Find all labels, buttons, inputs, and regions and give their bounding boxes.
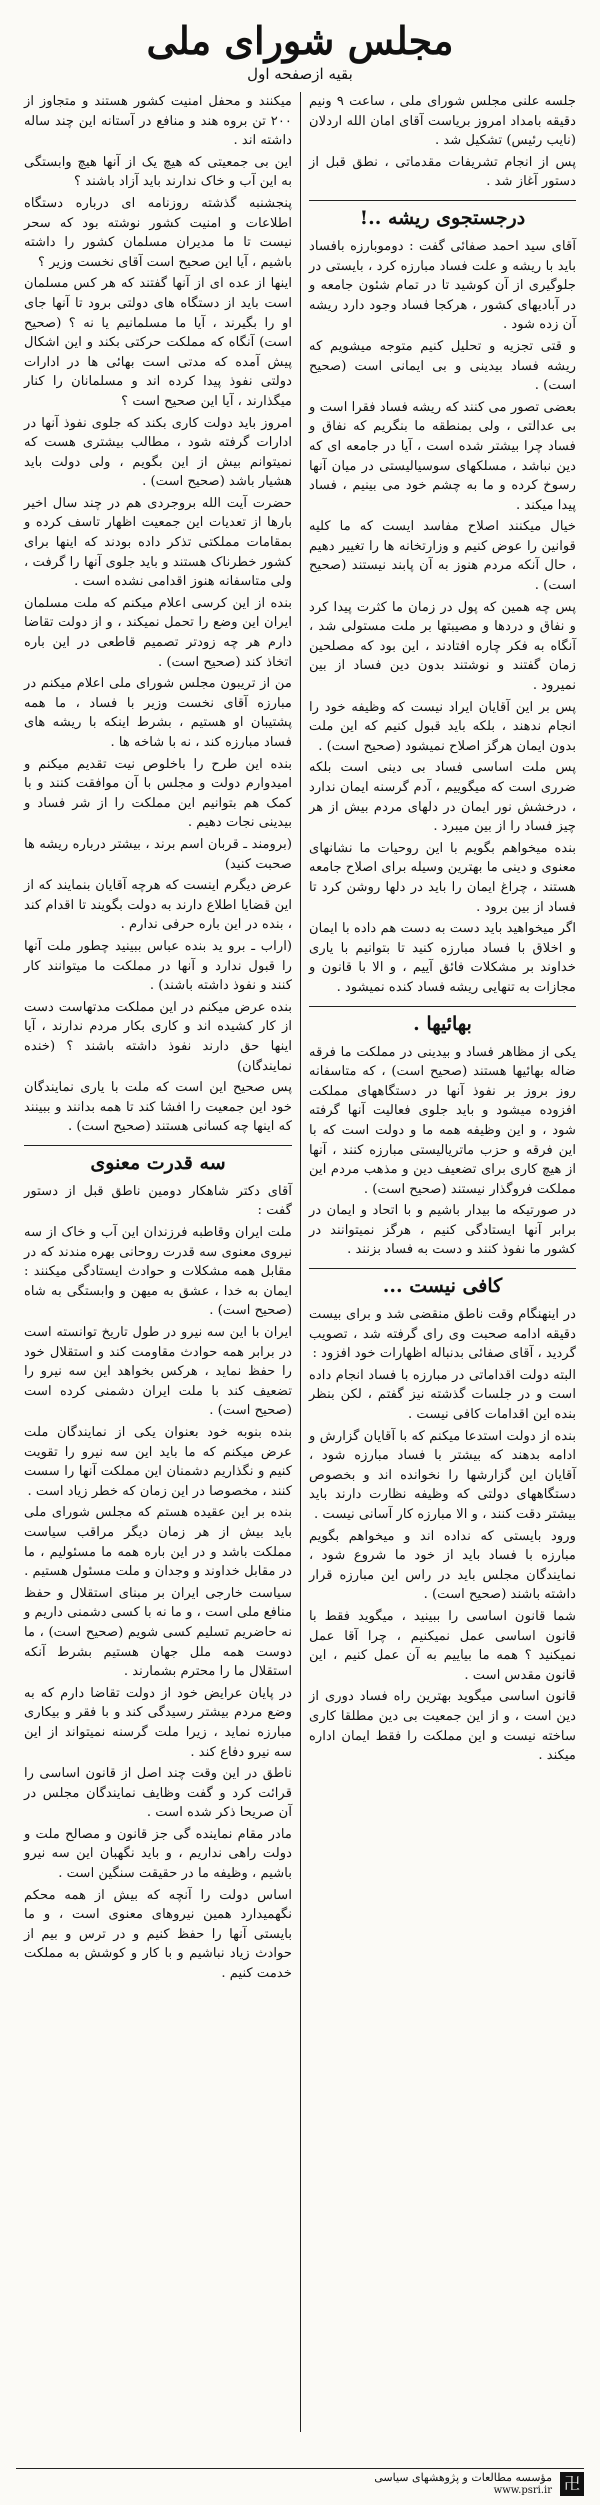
paragraph: در پایان عرایض خود از دولت تقاضا دارم که به وضع مردم بیشتر رسیدگی کند و با فقر و بیکاری مبارزه نماید ، زیرا ملت گرسنه نمیتواند از این سه نیرو دفاع کند . — [24, 1685, 292, 1760]
paragraph: (برومند ـ قربان اسم برند ، بیشتر درباره ریشه ها صحبت کنید) — [24, 836, 292, 872]
institution-name: مؤسسه مطالعات و پژوهشهای سیاسی — [374, 2471, 552, 2484]
paragraph: بنده بنوبه خود بعنوان یکی از نمایندگان ملت عرض میکنم که ما باید این سه نیرو را تقویت کنیم و نگذاریم دشمنان این مملکت آنها را سست کنند ، مخصوصا در این زمان که خطر زیاد است . — [24, 1425, 292, 1499]
section-heading-bahais: بهائیها . — [309, 1006, 576, 1037]
paragraph: (اراب ـ برو ید بنده عباس ببینید چطور ملت آنها را قبول ندارد و آنها در مملکت ما میتوانند کار کنند و نفوذ داشته باشند) . — [24, 938, 292, 994]
paragraph: یکی از مظاهر فساد و بیدینی در مملکت ما فرقه ضاله بهائیها هستند (صحیح است) ، که متاسفانه روز بروز بر نفوذ آنها در دستگاههای مملکت افزوده میشود و باید جلوی فعالیت آنها گرفته شود ، و این وظیفه همه ما و دولت است که با این فرقه و حزب ماتریالیستی مبارزه کنند ، آنها از هیچ کاری برای تضعیف دین و مذهب مردم این مملکت فروگذار نیستند (صحیح است) . — [309, 1044, 576, 1197]
paragraph: بنده بر این عقیده هستم که مجلس شورای ملی باید بیش از هر زمان دیگر مراقب سیاست مملکت باشد و در این باره همه ما مسئولیم ، ما در مقابل خداوند و وجدان و ملت مسئول هستیم . — [24, 1505, 292, 1580]
paragraph: این بی جمعیتی که هیچ یک از آنها هیچ وابستگی به این آب و خاک ندارند باید آزاد باشند ؟ — [24, 154, 292, 190]
paragraph: پس بر این آقایان ایراد نیست که وظیفه خود را انجام ندهند ، بلکه باید قبول کنیم که این ملت بدون ایمان هرگز اصلاح نمیشود (صحیح است) . — [309, 699, 576, 754]
archive-url: www.psri.ir — [493, 2485, 552, 2496]
section-heading-three-powers: سه قدرت معنوی — [24, 1145, 292, 1176]
paragraph: بنده از دولت استدعا میکنم که با آقایان گزارش و ادامه بدهند که بیشتر با فساد مبارزه شود ، آقایان این گزارشها را نخوانده اند و بخصوص دستگاههای دولتی که وظیفه نظارت دارند باید بیشتر دقت کنند ، و الا مبارزه کار آسانی نیست . — [309, 1428, 576, 1522]
paragraph: اینها از عده ای از آنها گفتند که هر کس مسلمان است باید از دستگاه های دولتی برود تا آنها جای او را بگیرند ، آیا ما مسلمانیم یا نه ؟ (صحیح است) آنگاه که مملکت حرکتی بکند و این اشکال پیش آمده که مدتی است بهائی ها در ادارات دولتی نفوذ پیدا کرده اند و مسلمانان را کنار میگذارند ، آیا این صحیح است ؟ — [24, 276, 292, 409]
paragraph: میکنند و محفل امنیت کشور هستند و متجاوز از ۲۰۰ تن بروه هند و منافع در آستانه این چند ساله داشته اند . — [24, 94, 292, 149]
paragraph: اگر میخواهید باید دست به دست هم داده با ایمان و اخلاق با فساد مبارزه کنید تا بتوانیم با یاری خداوند بر مشکلات فائق آییم ، و الا با قانون و مجازات به تنهایی ریشه فساد کنده نمیشود . — [309, 921, 576, 995]
paragraph: خیال میکنند اصلاح مفاسد ایست که ما کلیه قوانین را عوض کنیم و وزارتخانه ها را تغییر دهیم ، حال آنکه مردم هنوز به آن پابند نیستند (صحیح است) . — [309, 519, 576, 594]
paragraph: قانون اساسی میگوید بهترین راه فساد دوری از دین است ، و از این جمعیت بی دین مطلقا کاری ساخته نیست و این مملکت را فقط ایمان اداره میکند . — [309, 1689, 576, 1764]
paragraph: پس صحیح این است که ملت با یاری نمایندگان خود این جمعیت را افشا کند تا همه بدانند و ببینند که اینها چه کسانی هستند (صحیح است) . — [24, 1080, 292, 1135]
section-heading-not-enough: کافی نیست ... — [309, 1268, 576, 1299]
paragraph: ناطق در این وقت چند اصل از قانون اساسی را قرائت کرد و گفت وظایف نمایندگان مجلس در آن صریحا ذکر شده است . — [24, 1766, 292, 1821]
paragraph: البته دولت اقداماتی در مبارزه با فساد انجام داده است و در جلسات گذشته نیز گفتم ، لکن بنظر بنده این اقدامات کافی نیست . — [309, 1367, 576, 1423]
paragraph: بعضی تصور می کنند که ریشه فساد فقرا است و بی عدالتی ، ولی بمنطقه ما بنگریم که نفاق و فساد چرا بیشتر شده است ، آیا در جامعه ای که دین نباشد ، مسلکهای سوسیالیستی در میان آنها رسوخ کرده و ما به چشم خود می بینیم ، فساد پیدا میکند . — [309, 399, 576, 513]
paragraph: بنده این طرح را باخلوص نیت تقدیم میکنم و امیدوارم دولت و مجلس با آن موافقت کنند و با کمک هم بتوانیم این مملکت را از شر فساد و بیدینی نجات دهیم . — [24, 756, 292, 831]
archive-credit — [374, 2471, 552, 2497]
paragraph: پس ملت اساسی فساد بی دینی است بلکه ضرری است که میگوییم ، آدم گرسنه ایمان ندارد ، درخشش نور ایمان در دلهای مردم بیش از هر چیز فساد را از بین میبرد . — [309, 760, 576, 835]
continued-note: بقیه ازصفحه اول — [247, 65, 353, 83]
paragraph: عرض دیگرم اینست که هرچه آقایان بنمایند که از این قضایا اطلاع دارند به دولت بگویند تا اقدام کند ، بنده در این باره حرفی ندارم . — [24, 878, 292, 933]
archive-footer — [16, 2468, 584, 2499]
paragraph: من از تریبون مجلس شورای ملی اعلام میکنم در مبارزه آقای نخست وزیر با فساد ، ما همه پشتیبان او هستیم ، بشرط اینکه با ریشه های فساد مبارزه کند ، نه با شاخه ها . — [24, 676, 292, 750]
paragraph: بنده از این کرسی اعلام میکنم که ملت مسلمان ایران این وضع را تحمل نمیکند ، و از دولت تقاضا دارم هر چه زودتر تصمیم قاطعی در این باره اتخاذ کند (صحیح است) . — [24, 595, 292, 670]
paragraph: آقای دکتر شاهکار دومین ناطق قبل از دستور گفت : — [24, 1183, 292, 1219]
paragraph: آقای سید احمد صفائی گفت : دوموبارزه بافساد باید با ریشه و علت فساد مبارزه کرد ، بایستی در جلوگیری از آن کوشید تا در تمام شئون جامعه و در آبادیهای کشور ، هرکجا فساد وجود دارد ریشه آن زده شود . — [309, 238, 576, 333]
paragraph: پنجشنبه گذشته روزنامه ای درباره دستگاه اطلاعات و امنیت کشور نوشته بود که سحر نیست تا ما مدیران مسلمان کشور را داشته باشیم ، آیا این صحیح است آقای نخست وزیر ؟ — [24, 195, 292, 270]
paragraph: بنده عرض میکنم در این مملکت مدتهاست دست از کار کشیده اند و کاری بکار مردم ندارند ، آیا اینها حق دارند نفوذ داشته باشند ؟ (خنده نمایندگان) — [24, 999, 292, 1074]
masthead-title: مجلس شورای ملی — [146, 18, 454, 63]
paragraph: پس از انجام تشریفات مقدماتی ، نطق قبل از دستور آغاز شد . — [309, 154, 576, 190]
section-heading-root-search: درجستجوی ریشه ..! — [309, 200, 576, 231]
institution-logo-icon: 卍 — [560, 2472, 584, 2496]
paragraph: امروز باید دولت کاری بکند که جلوی نفوذ آنها در ادارات گرفته شود ، مطالب بیشتری هست که نمیتوانم بیش از این بگویم ، ولی دولت باید هشیار باشد (صحیح است) . — [24, 415, 292, 490]
paragraph: ملت ایران وقاطبه فرزندان این آب و خاک از سه نیروی معنوی سه قدرت روحانی بهره مندند که در مقابل همه مشکلات و حوادث ایستادگی میکنند : ایمان به خدا ، عشق به میهن و وابستگی به شاه (صحیح است) . — [24, 1225, 292, 1319]
paragraph: ورود بایستی که نداده اند و میخواهم بگویم مبارزه با فساد باید از خود ما شروع شود ، نمایندگان مجلس باید در راس این مبارزه قرار داشته باشند (صحیح است) . — [309, 1528, 576, 1603]
paragraph: جلسه علنی مجلس شورای ملی ، ساعت ۹ ونیم دقیقه بامداد امروز بریاست آقای امان الله اردلان (نایب رئیس) تشکیل شد . — [309, 94, 576, 149]
paragraph: ایران با این سه نیرو در طول تاریخ توانسته است در برابر همه حوادث مقاومت کند و استقلال خود را حفظ نماید ، هرکس بخواهد این سه نیرو را تضعیف کند با ملت ایران دشمنی کرده است (صحیح است) . — [24, 1325, 292, 1419]
right-column — [300, 92, 584, 2432]
paragraph: و قتی تجزیه و تحلیل کنیم متوجه میشویم که ریشه فساد بیدینی و بی ایمانی است (صحیح است) . — [309, 338, 576, 394]
paragraph: بنده میخواهم بگویم با این روحیات ما نشانهای معنوی و دینی ما بهترین وسیله برای اصلاح جامعه هستند ، چراغ ایمان را باید در دلها روشن کرد تا فساد از بین برود . — [309, 840, 576, 915]
paragraph: پس چه همین که پول در زمان ما کثرت پیدا کرد و نفاق و دردها و مصیبتها بر ملت مستولی شد ، آنگاه به فکر چاره افتادند ، این بود که مصلحین زمان گفتند و نوشتند بدون دین فساد از بین نمیرود . — [309, 599, 576, 694]
paragraph: سیاست خارجی ایران بر مبنای استقلال و حفظ منافع ملی است ، و ما نه با کسی دشمنی داریم و نه حاضریم تسلیم کسی شویم (صحیح است) ، ما دوست همه ملل جهان هستیم بشرط آنکه استقلال ما را محترم بشمارند . — [24, 1585, 292, 1680]
paragraph: مادر مقام نماینده گی جز قانون و مصالح ملت و دولت راهی نداریم ، و باید نگهبان این سه نیرو باشیم ، وظیفه ما در حقیقت سنگین است . — [24, 1826, 292, 1882]
paragraph: اساس دولت را آنچه که بیش از همه محکم نگهمیدارد همین نیروهای معنوی است ، و ما بایستی آنها را حفظ کنیم و در ترس و بیم از حوادث زیاد نباشیم و با کار و کوشش به مملکت خدمت کنیم . — [24, 1887, 292, 1982]
paragraph: شما قانون اساسی را ببینید ، میگوید فقط با قانون اساسی عمل نمیکنیم ، چرا آقا عمل نمیکنید ؟ همه ما بیاییم به آن عمل کنیم ، این قانون مقدس است . — [309, 1608, 576, 1683]
left-column — [16, 92, 300, 2432]
paragraph: در صورتیکه ما بیدار باشیم و با اتحاد و ایمان در برابر آنها ایستادگی کنیم ، هرگز نمیتوانند در کشور ما نفوذ کنند و دست به فساد بزنند . — [309, 1203, 576, 1258]
paragraph: حضرت آیت الله بروجردی هم در چند سال اخیر بارها از تعدیات این جمعیت اظهار تاسف کرده و بمقامات مملکتی تذکر داده بودند که اینها برای کشور خطرناک هستند و باید جلوی آنها را گرفت ، ولی متاسفانه هنوز اقدامی نشده است . — [24, 495, 292, 590]
article-columns — [16, 92, 584, 2432]
paragraph: در اینهنگام وقت ناطق منقضی شد و برای بیست دقیقه ادامه صحبت وی رای گرفته شد ، تصویب گردید ، آقای صفائی بدنباله اظهارات خود افزود : — [309, 1307, 576, 1362]
